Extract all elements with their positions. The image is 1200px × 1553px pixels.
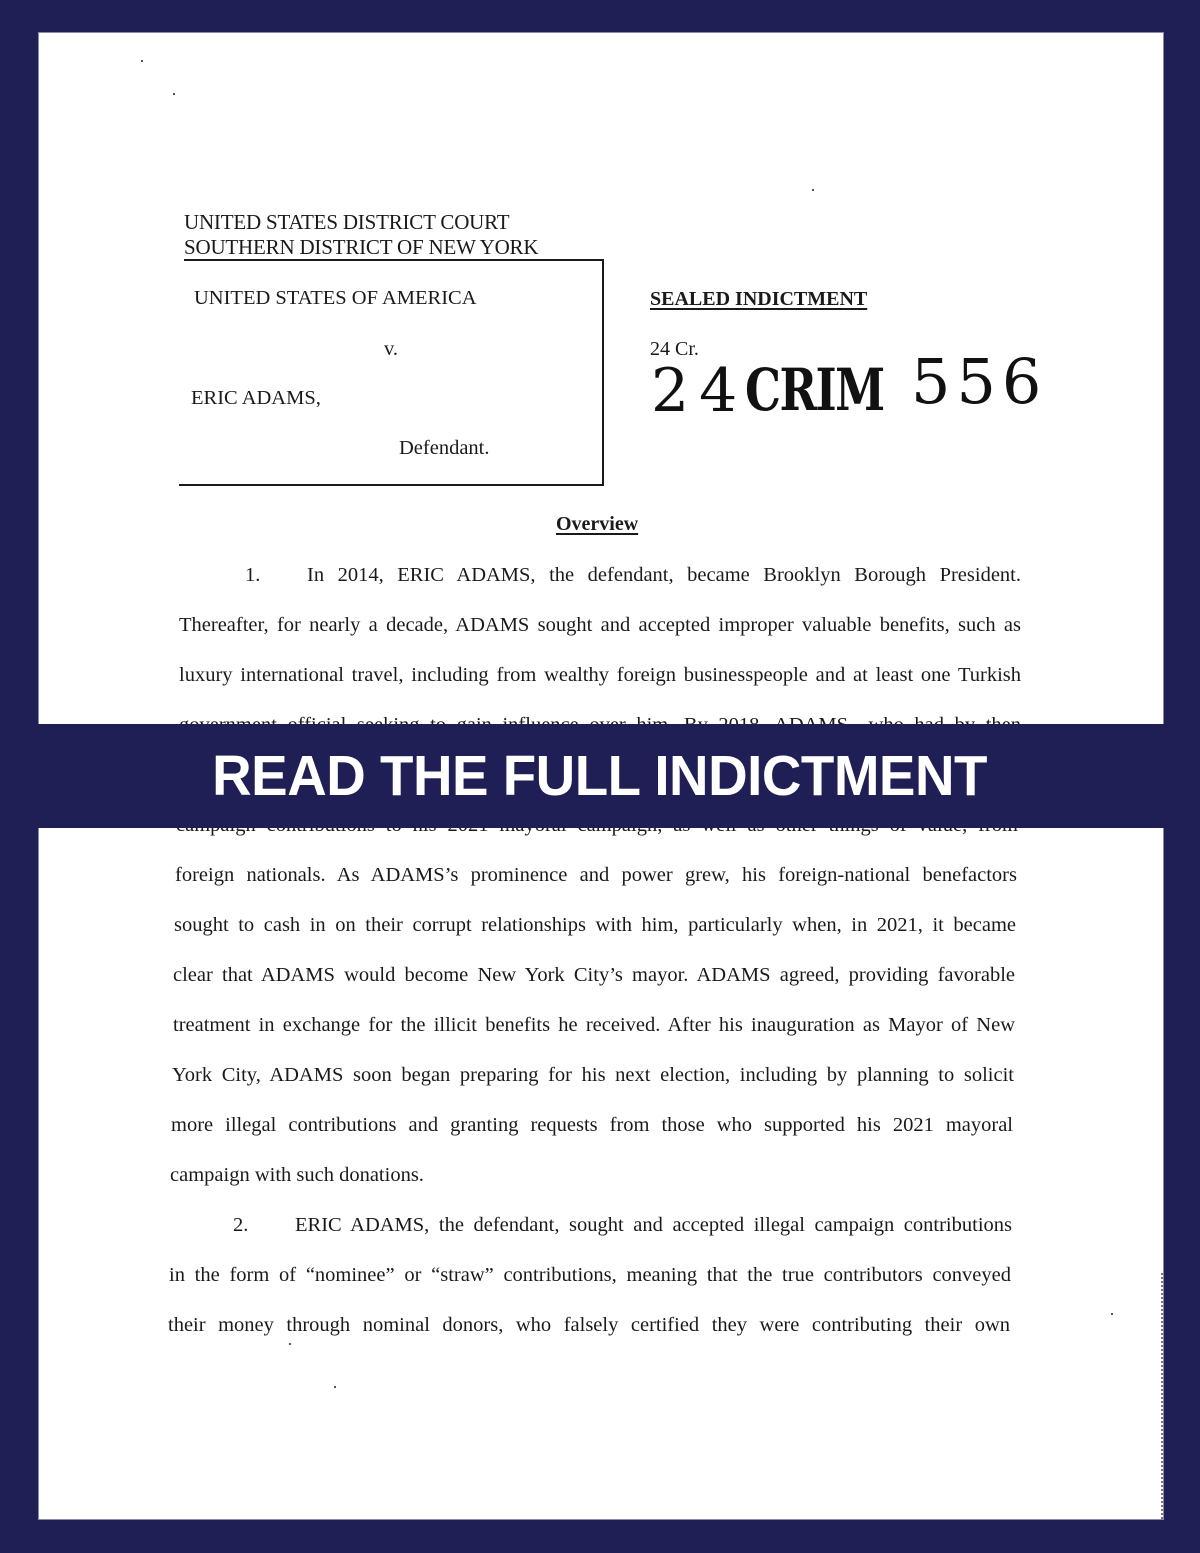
paragraph-number: 1. [245,564,261,586]
case-stamp-type: CRIM [745,356,884,424]
paragraph-line: their money through nominal donors, who falsely certified they were contributing their own [168,1314,1010,1336]
paragraph-line: campaign with such donations. [170,1164,424,1186]
scan-speck [1111,1313,1113,1315]
paragraph-line [233,1213,1012,1237]
document-title: SEALED INDICTMENT [650,288,868,310]
paragraph-line [245,563,1021,587]
scan-speck [141,60,143,62]
scan-speck [173,93,175,95]
paragraph-text: ERIC ADAMS, the defendant, sought and accepted illegal campaign contributions [295,1214,1012,1236]
court-name-line1: UNITED STATES DISTRICT COURT [184,210,510,234]
paragraph-line: luxury international travel, including from wealthy foreign businesspeople and at least one Turkish [179,664,1021,686]
scan-speck [289,1343,291,1345]
paragraph-line: in the form of “nominee” or “straw” contributions, meaning that the true contributors conveyed [169,1264,1011,1286]
case-stamp-number: 556 [911,345,1048,418]
section-heading: Overview [556,513,639,535]
scan-speck [812,189,814,191]
paragraph-line: clear that ADAMS would become New York City’s mayor. ADAMS agreed, providing favorable [173,964,1015,986]
scan-speck [334,1386,336,1388]
paragraph-line: more illegal contributions and granting requests from those who supported his 2021 mayoral [171,1114,1013,1136]
case-stamp-year: 24 [651,356,748,426]
caption-bottom-rule [179,484,603,486]
scan-edge-artifact [1161,1273,1163,1519]
paragraph-line: treatment in exchange for the illicit benefits he received. After his inauguration as Mayor of New [173,1014,1015,1036]
defendant-role: Defendant. [399,437,490,459]
caption-top-rule [184,259,604,261]
paragraph-number: 2. [233,1214,249,1236]
plaintiff-name: UNITED STATES OF AMERICA [194,287,477,309]
defendant-name: ERIC ADAMS, [191,387,321,409]
caption-right-rule [602,259,604,486]
banner-label: READ THE FULL INDICTMENT [212,744,988,808]
read-full-indictment-banner[interactable] [0,724,1200,828]
paragraph-line: Thereafter, for nearly a decade, ADAMS sought and accepted improper valuable benefits, such as [179,614,1021,636]
court-name-line2: SOUTHERN DISTRICT OF NEW YORK [184,235,539,259]
case-prefix: 24 Cr. [650,338,699,360]
paragraph-line: sought to cash in on their corrupt relationships with him, particularly when, in 2021, it became [174,914,1016,936]
paragraph-line: foreign nationals. As ADAMS’s prominence and power grew, his foreign-national benefactors [175,864,1017,886]
versus-label: v. [384,338,399,360]
paragraph-text: In 2014, ERIC ADAMS, the defendant, became Brooklyn Borough President. [307,564,1021,586]
paragraph-line: York City, ADAMS soon began preparing for his next election, including by planning to solicit [172,1064,1014,1086]
